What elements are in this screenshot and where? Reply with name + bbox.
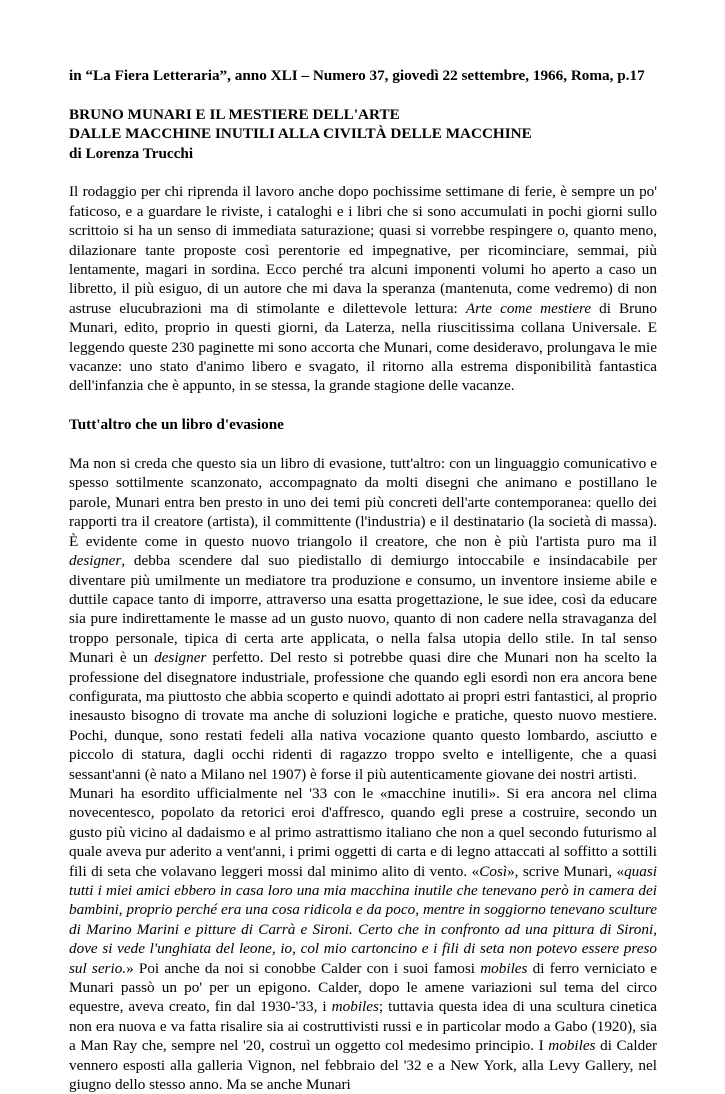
italic-term: mobiles xyxy=(480,959,528,977)
article-heading xyxy=(69,105,657,163)
paragraph-text: , debba scendere dal suo piedistallo di demiurgo intoccabile e insindacabile per diventare più umilmente un mediatore tra produzione e consumo, un inventore insieme abile e duttile capace tanto di imporre, attraverso una esatta progettazione, le sue idee, così da educare sia pure indirettamente le masse ad un gusto nuovo, quanto di non cadere nella stravaganza del troppo personale, tipica di certa arte applicata, o nella falsa utopia dello stile. In tal senso Munari è un xyxy=(69,552,657,667)
paragraph-text: di Bruno Munari, edito, proprio in questi giorni, da Laterza, nella riuscitissima collana Universale. E leggendo queste 230 paginette mi sono accorta che Munari, come desideravo, prolungava le mie vacanze: uno stato d'animo libero e svagato, il ritorno alla estrema disponibilità fantastica dell'infanzia che è appunto, in se stessa, la grande stagione delle vacanze. xyxy=(69,299,657,395)
section-subheading: Tutt'altro che un libro d'evasione xyxy=(69,416,284,434)
source-citation: in “La Fiera Letteraria”, anno XLI – Numero 37, giovedì 22 settembre, 1966, Roma, p.17 xyxy=(69,67,645,84)
paragraph-machines xyxy=(69,784,657,1094)
title-line-1: BRUNO MUNARI E IL MESTIERE DELL'ARTE xyxy=(69,105,400,123)
paragraph-text: » Poi anche da noi si conobbe Calder con i suoi famosi xyxy=(126,959,481,977)
paragraph-text: ; tuttavia questa idea di una scultura cinetica non era nuova e va fatta risalire sia ai costruttivisti russi e in particolar modo a Gabo (1920), sia a Man Ray che, sempre nel '20, costruì un oggetto col medesimo principio. I xyxy=(69,998,657,1055)
paragraph-text: », scrive Munari, « xyxy=(507,862,625,880)
italic-term: mobiles xyxy=(331,998,379,1016)
paragraph-text: di Calder vennero esposti alla galleria Vignon, nel febbraio del '32 e a New York, alla Levy Gallery, nel giugno dello stesso anno. Ma se anche Munari xyxy=(69,1037,658,1094)
italic-term: mobiles xyxy=(548,1037,596,1055)
paragraph-text: Ma non si creda che questo sia un libro di evasione, tutt'altro: con un linguaggio comunicativo e spesso sottilmente scanzonato, accompagnato da molti disegni che animano e postillano le parole, Munari entra ben presto in uno dei temi più concreti dell'arte contemporanea: quello dei rapporti tra il creatore (artista), il committente (l'industria) e il destinatario (la società di massa). È evidente come in questo nuovo triangolo il creatore, che non è più l'artista puro ma il xyxy=(69,455,657,550)
paragraph-evasion xyxy=(69,454,657,784)
italic-term: Così xyxy=(479,862,508,880)
paragraph-text: Munari ha esordito ufficialmente nel '33 con le «macchine inutili». Si era ancora nel clima novecentesco, popolato da retorici eroi d'affresco, quando egli prese a costruire, secondo un gusto più vicino al dadaismo e al primo astrattismo italiano che non a quel secondo futurismo al quale aveva pur aderito a vent'anni, i primi oggetti di carta e di legno attaccati al soffitto a sottili fili di seta che volavano leggeri mossi dal minimo alito di vento. « xyxy=(69,784,657,880)
paragraph-text: di ferro verniciato e Munari passò un po' per un epigono. Calder, dopo le amene variazioni sul tema del circo equestre, aveva creato, fin dal 1930-'33, i xyxy=(69,959,657,1016)
italic-term: designer xyxy=(154,649,207,667)
title-line-2: DALLE MACCHINE INUTILI ALLA CIVILTÀ DELLE MACCHINE xyxy=(69,125,532,143)
paragraph-intro xyxy=(69,182,657,395)
book-title: Arte come mestiere xyxy=(465,299,592,317)
author-byline: di Lorenza Trucchi xyxy=(69,144,194,162)
italic-term: designer xyxy=(69,552,122,570)
paragraph-text: perfetto. Del resto si potrebbe quasi dire che Munari non ha scelto la professione del disegnatore industriale, professione che quando egli esordì non era ancora bene configurata, ma piuttosto che abbia scoperto e quindi adottato ai propri estri fantastici, al proprio inesausto bisogno di trovate ma anche di soluzioni logiche e pratiche, questo nuovo mestiere. Pochi, dunque, sono restati fedeli alla nativa vocazione quanto questo lombardo, asciutto e piccolo di statura, dagli occhi ridenti di ragazzo troppo svelto e intelligente, che a quasi sessant'anni (è nato a Milano nel 1907) è forse il più autenticamente giovane dei nostri artisti. xyxy=(69,649,657,783)
document-page xyxy=(69,66,657,1094)
munari-quote: quasi tutti i miei amici ebbero in casa loro una mia macchina inutile che tenevano però in camera dei bambini, proprio perché era una cosa ridicola e da poco, mentre in soggiorno tenevano sculture di Marino Marini e pitture di Carrà e Sironi. Certo che in confronto ad una pittura di Sironi, dove si vede l'unghiata del leone, io, col mio cartoncino e i fili di seta non potevo essere preso sul serio. xyxy=(69,862,657,977)
paragraph-text: Il rodaggio per chi riprenda il lavoro anche dopo pochissime settimane di ferie, è sempre un po' faticoso, e a guardare le riviste, i cataloghi e i libri che si sono accumulati in pochi giorni sullo scrittoio si ha un senso di immediata saturazione; quasi si vorrebbe respingere o, quanto meno, dilazionare tante proposte così perentorie ed impegnative, per ricominciare, semmai, più lentamente, magari in sordina. Ecco perché tra alcuni imponenti volumi ho aperto a caso un libretto, il più esiguo, di un autore che mi dava la speranza (mantenuta, come vedremo) di non astruse elucubrazioni ma di stimolante e dilettevole lettura: xyxy=(69,183,657,317)
